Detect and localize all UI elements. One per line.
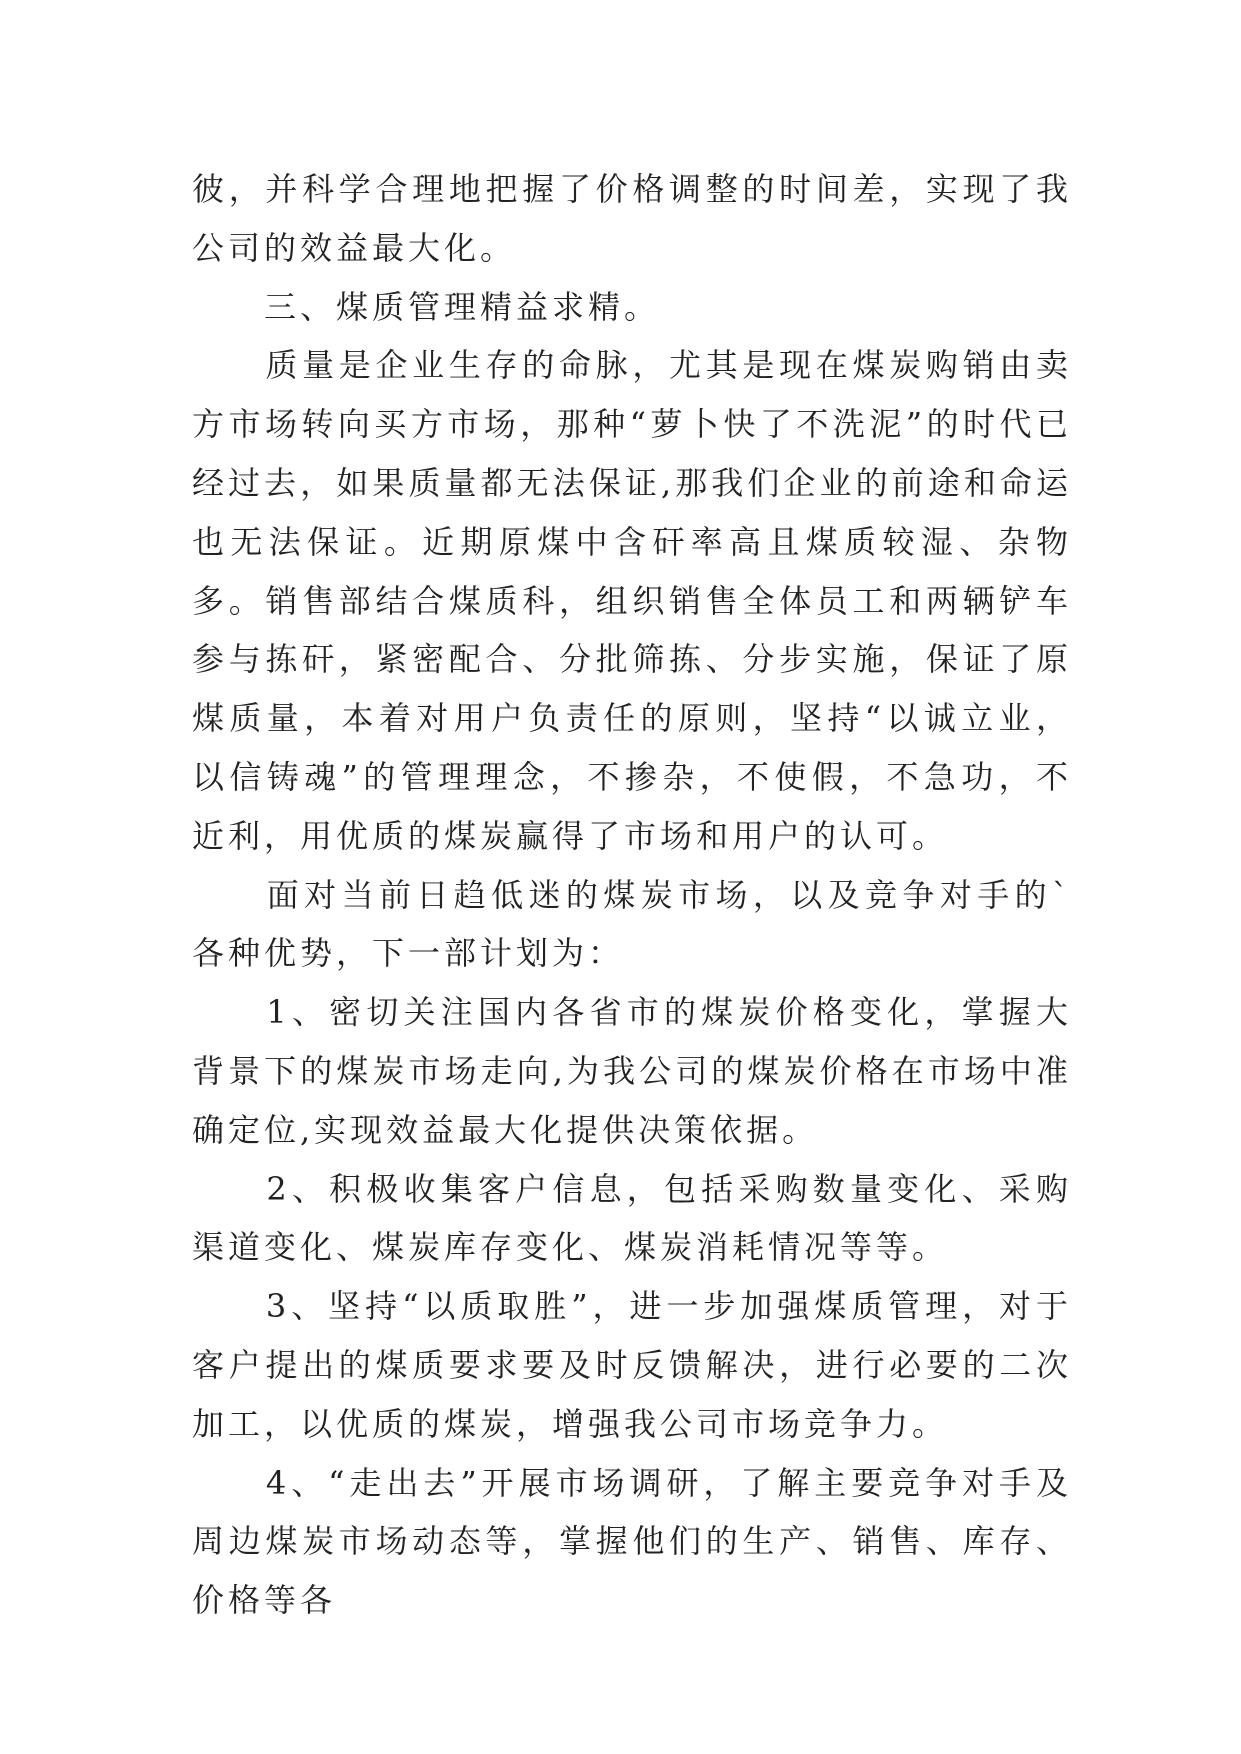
body-text xyxy=(192,160,1072,1630)
paragraph: 质量是企业生存的命脉，尤其是现在煤炭购销由卖方市场转向买方市场，那种“萝卜快了不洗泥”的时代已经过去，如果质量都无法保证,那我们企业的前途和命运也无法保证。近期原煤中含矸率高且煤质较湿、杂物多。销售部结合煤质科，组织销售全体员工和两辆铲车参与拣矸，紧密配合、分批筛拣、分步实施，保证了原煤质量，本着对用户负责任的原则，坚持“以诚立业，以信铸魂”的管理理念，不掺杂，不使假，不急功，不近利，用优质的煤炭赢得了市场和用户的认可。 xyxy=(192,346,1072,855)
list-item: 3、坚持“以质取胜”，进一步加强煤质管理，对于客户提出的煤质要求要及时反馈解决，进行必要的二次加工，以优质的煤炭，增强我公司市场竞争力。 xyxy=(192,1287,1072,1443)
list-item: 4、“走出去”开展市场调研，了解主要竞争对手及周边煤炭市场动态等，掌握他们的生产、销售、库存、价格等各 xyxy=(192,1463,1072,1620)
paragraph: 彼，并科学合理地把握了价格调整的时间差，实现了我公司的效益最大化。 xyxy=(192,170,1072,267)
list-item: 1、密切关注国内各省市的煤炭价格变化，掌握大背景下的煤炭市场走向,为我公司的煤炭价格在市场中准确定位,实现效益最大化提供决策依据。 xyxy=(192,993,1072,1149)
section-heading: 三、煤质管理精益求精。 xyxy=(192,287,661,326)
paragraph: 面对当前日趋低迷的煤炭市场，以及竞争对手的`各种优势，下一部计划为： xyxy=(192,875,1072,973)
list-item: 2、积极收集客户信息，包括采购数量变化、采购渠道变化、煤炭库存变化、煤炭消耗情况等等。 xyxy=(192,1169,1072,1267)
